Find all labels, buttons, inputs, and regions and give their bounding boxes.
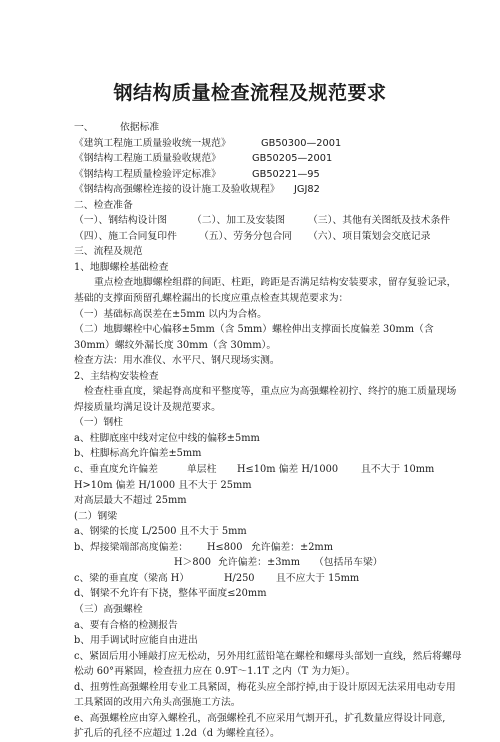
column-item-c-type: 单层柱 bbox=[187, 464, 217, 476]
beam-item-b-line-2 bbox=[74, 555, 474, 571]
beam-item-b-note: （包括吊车梁） bbox=[314, 557, 383, 569]
column-item-c-line-3: 对高层最大不超过 25mm bbox=[74, 495, 187, 507]
standard-ref-2 bbox=[74, 151, 474, 167]
document-body bbox=[74, 120, 474, 742]
beam-item-a: a、钢梁的长度 L/2500 且不大于 5mm bbox=[74, 526, 247, 538]
beam-item-b bbox=[74, 540, 474, 556]
bolt-item-b: b、用手调试时应能自由进出 bbox=[74, 635, 198, 647]
paragraph-line: 检查方法：用水准仪、水平尺、钢尺现场实测。 bbox=[74, 355, 280, 367]
paragraph-line: 焊接质量均满足设计及规范要求。 bbox=[74, 401, 221, 413]
standard-code: GB50300—2001 bbox=[261, 137, 342, 149]
bolt-item-d-line-2: 工具紧固的改用六角头高强施工方法。 bbox=[74, 697, 241, 709]
column-item-c-line-2: H>10m 偏差 H/1000 且不大于 25mm bbox=[74, 479, 252, 491]
beam-item-d: d、钢梁不允许有下挠，整体平面度≤20mm bbox=[74, 588, 267, 600]
column-item-a: a、柱脚底座中线对定位中线的偏移±5mm bbox=[74, 432, 260, 444]
standard-code: GB50221—95 bbox=[252, 168, 320, 180]
bolt-item-e: e、高强螺栓应由穿入螺栓孔，高强螺栓孔不应采用气割开孔，扩孔数量应得设计同意, bbox=[74, 712, 446, 724]
beam-item-c-label: c、梁的垂直度（梁高 H） bbox=[74, 572, 190, 584]
prep-item: （四）、施工合同复印件 bbox=[74, 230, 177, 242]
bolt-item-d: d、扭剪性高强螺栓用专业工具紧固，梅花头应全部拧掉,由于设计原因无法采用电动专用 bbox=[74, 681, 456, 693]
section-1-number: 一、 bbox=[74, 122, 94, 133]
bolt-item-a: a、要有合格的检测报告 bbox=[74, 619, 178, 631]
prep-item: （二）、加工及安装图 bbox=[192, 215, 286, 227]
bolt-item-c: c、紧固后用小锤敲打应无松动，另外用红蓝铅笔在螺栓和螺母头部划一直线，然后将螺母 bbox=[74, 650, 462, 662]
bolt-item-c-line-2: 松动 60°再紧固，检查扭力应在 0.9T～1.1T 之内（T 为力矩）。 bbox=[74, 666, 356, 678]
paragraph-line: 重点检查地脚螺栓组群的间距、柱距，跨距是否满足结构安装要求，留存复验记录， bbox=[94, 277, 457, 289]
prep-item: （六）、项目策划会交底记录 bbox=[308, 230, 431, 242]
standard-name: 《钢结构工程质量检验评定标准》 bbox=[74, 168, 221, 180]
paragraph-line: 基础的支撑面预留孔螺栓漏出的长度应重点检查其规范要求为： bbox=[74, 293, 349, 305]
standard-name: 《建筑工程施工质量验收统一规范》 bbox=[74, 137, 231, 149]
prep-row-2 bbox=[74, 229, 474, 245]
column-heading: （一）钢柱 bbox=[74, 417, 123, 429]
beam-item-b-tolerance: 允许偏差：±2mm bbox=[251, 541, 334, 553]
beam-item-b-label: b、焊接梁端部高度偏差： bbox=[74, 541, 189, 553]
bolt-item-e-line-2: 扩孔后的孔径不应超过 1.2d（d 为螺栓直径）。 bbox=[74, 728, 280, 740]
bolt-heading: （三）高强螺栓 bbox=[74, 603, 143, 615]
column-item-c-label: c、垂直度允许偏差 bbox=[74, 464, 158, 476]
standard-ref-3 bbox=[74, 167, 474, 183]
beam-item-b-tolerance: 允许偏差：±3mm bbox=[218, 557, 301, 569]
section-3-heading: 三、流程及规范 bbox=[74, 246, 143, 258]
standard-code: GB50205—2001 bbox=[252, 153, 333, 165]
paragraph-line: （一）基础标高误差在±5mm 以内为合格。 bbox=[74, 308, 267, 320]
column-item-c bbox=[74, 462, 474, 478]
section-1-heading bbox=[74, 120, 474, 136]
standard-code: JGJ82 bbox=[294, 184, 320, 196]
beam-heading: (二）钢梁 bbox=[74, 510, 118, 522]
subsection-2-heading: 2、主结构安装检查 bbox=[74, 370, 159, 382]
prep-item: （五）、劳务分包合同 bbox=[199, 230, 293, 242]
paragraph-line: 检查柱垂直度，梁起脊高度和平整度等，重点应为高强螺栓初拧、终拧的施工质量现场 bbox=[84, 386, 457, 398]
standard-name: 《钢结构高强螺栓连接的设计施工及验收规程》 bbox=[74, 184, 280, 196]
standard-name: 《钢结构工程施工质量验收规范》 bbox=[74, 153, 221, 165]
document-title: 钢结构质量检查流程及规范要求 bbox=[113, 82, 387, 104]
prep-item: （一）、钢结构设计图 bbox=[74, 215, 168, 227]
beam-item-c-rule: H/250 bbox=[224, 572, 255, 584]
beam-item-b-cond: H≤800 bbox=[207, 541, 243, 553]
column-item-c-rule: H≤10m 偏差 H/1000 bbox=[237, 464, 339, 476]
paragraph-line: （二）地脚螺栓中心偏移±5mm（含 5mm）螺栓伸出支撑面长度偏差 30mm（含 bbox=[74, 324, 434, 336]
prep-row-1 bbox=[74, 213, 474, 229]
beam-item-c bbox=[74, 571, 474, 587]
standard-ref-1 bbox=[74, 136, 474, 152]
beam-item-c-limit: 且不应大于 15mm bbox=[276, 572, 360, 584]
paragraph-line: 30mm）螺纹外漏长度 30mm（含 30mm）。 bbox=[74, 339, 277, 351]
section-1-title: 依据标准 bbox=[120, 122, 160, 133]
standard-ref-4 bbox=[74, 182, 474, 198]
column-item-b: b、柱脚标高允许偏差±5mm bbox=[74, 448, 202, 460]
prep-item: （三）、其他有关图纸及技术条件 bbox=[308, 215, 451, 227]
column-item-c-limit: 且不大于 10mm bbox=[361, 464, 435, 476]
section-2-heading: 二、检查准备 bbox=[74, 199, 133, 211]
beam-item-b-cond: H＞800 bbox=[174, 557, 212, 569]
subsection-1-heading: 1、地脚螺栓基础检查 bbox=[74, 261, 169, 273]
